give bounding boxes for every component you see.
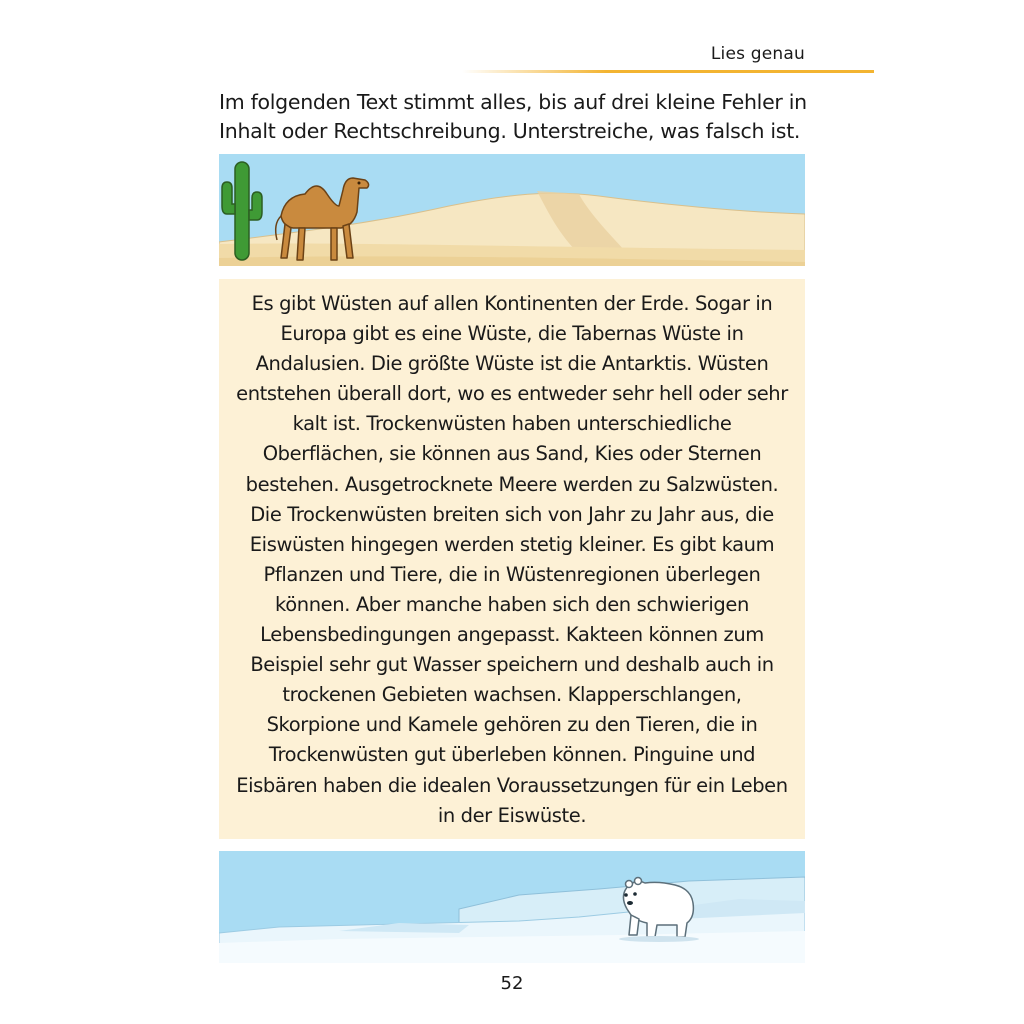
reading-text: Es gibt Wüsten auf allen Kontinenten der Erde. Sogar in Europa gibt es eine Wüste, die Tabernas Wüste in Andalusien. Die größte Wüste ist die Antarktis. Wüsten entstehen überall dort, wo es entweder sehr hell oder sehr kalt ist. Trockenwüsten haben unterschiedliche Oberflächen, sie können aus Sand, Kies oder Sternen bestehen. Ausgetrocknete Meere werden zu Salzwüsten. Die Trockenwüsten breiten sich von Jahr zu Jahr aus, die Eiswüsten hingegen werden stetig kleiner. Es gibt kaum Pflanzen und Tiere, die in Wüstenregionen überlegen können. Aber manche haben sich den schwierigen Lebensbedingungen angepasst. Kakteen können zum Beispiel sehr gut Wasser speichern und deshalb auch in trockenen Gebieten wachsen. Klapperschlangen, Skorpione und Kamele gehören zu den Tieren, die in Trockenwüsten gut überleben können. Pinguine und Eisbären haben die idealen Voraussetzungen für ein Leben in der Eiswüste.	[236, 292, 788, 827]
desert-illustration	[219, 154, 805, 266]
section-label: Lies genau	[710, 44, 805, 64]
header-divider	[462, 70, 874, 73]
reading-text-box	[219, 279, 805, 839]
page-number: 52	[500, 973, 524, 994]
task-instruction: Im folgenden Text stimmt alles, bis auf drei kleine Fehler in Inhalt oder Rechtschreibung. Unterstreiche, was falsch ist.	[219, 90, 807, 143]
arctic-illustration	[219, 851, 805, 963]
